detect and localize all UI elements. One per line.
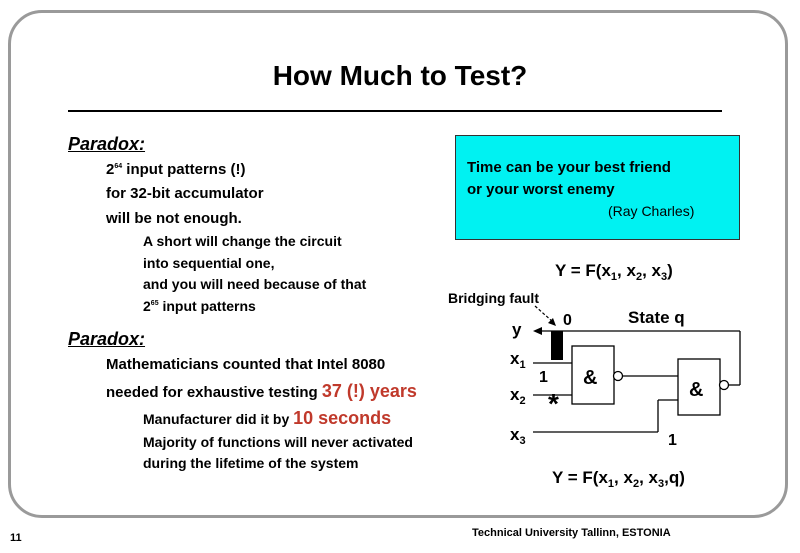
bridging-fault-arrowhead [548,318,556,326]
paradox1-line1: $2^{64}$ input patterns (!) [106,161,246,178]
paradox2-line1: Mathematicians counted that Intel 8080 [106,356,386,373]
value-0: 0 [563,312,572,329]
quote-line1: Time can be your best friend [467,159,671,176]
paradox2-heading: Paradox: [68,329,146,349]
page-number: 11 [10,532,22,544]
paradox1-sub2: into sequential one, [143,255,275,271]
signal-y: y [512,320,522,339]
arrow-y [533,327,542,335]
quote-author: (Ray Charles) [608,203,695,219]
paradox2-sub2: Majority of functions will never activated [143,434,413,450]
state-label: State q [628,308,685,327]
seconds-highlight: 10 seconds [293,408,392,428]
signal-x1: $x_1$ [510,349,526,371]
paradox2-sub3: during the lifetime of the system [143,455,359,471]
paradox1-line3: will be not enough. [106,210,242,227]
institution-footer: Technical University Tallinn, ESTONIA [472,527,671,539]
signal-x3: $x_3$ [510,425,526,447]
slide-title: How Much to Test? [272,60,528,91]
signal-x2: $x_2$ [510,385,526,407]
paradox1-line2: for 32-bit accumulator [106,185,264,202]
paradox2-sub1: Manufacturer did it by 10 seconds [143,408,392,428]
fault-bar [551,331,563,360]
paradox1-heading: Paradox: [68,134,146,154]
and-gate-2-symbol: & [689,379,704,401]
bridging-fault-pointer [535,306,553,322]
quote-line2: or your worst enemy [467,181,615,198]
years-highlight: 37 (!) years [321,381,417,401]
paradox1-sub4: $2^{65}$ input patterns [143,298,256,314]
paradox2-line2: needed for exhaustive testing 37 (!) years [106,381,417,401]
and-gate-1-bubble [614,372,623,381]
and-gate-2-bubble [720,381,729,390]
equation-bottom: $Y = F(x_1$, $x_2$, $x_3,q$) [552,468,685,490]
fault-star: * [548,388,559,419]
paradox1-sub1: A short will change the circuit [143,233,342,249]
and-gate-1-symbol: & [583,367,598,389]
value-1-left: 1 [539,369,548,386]
paradox1-sub3: and you will need because of that [143,276,367,292]
equation-top: $Y = F(x_1$, $x_2$, $x_3$) [555,261,673,283]
value-1-right: 1 [668,432,677,449]
bridging-fault-label: Bridging fault [448,290,539,306]
